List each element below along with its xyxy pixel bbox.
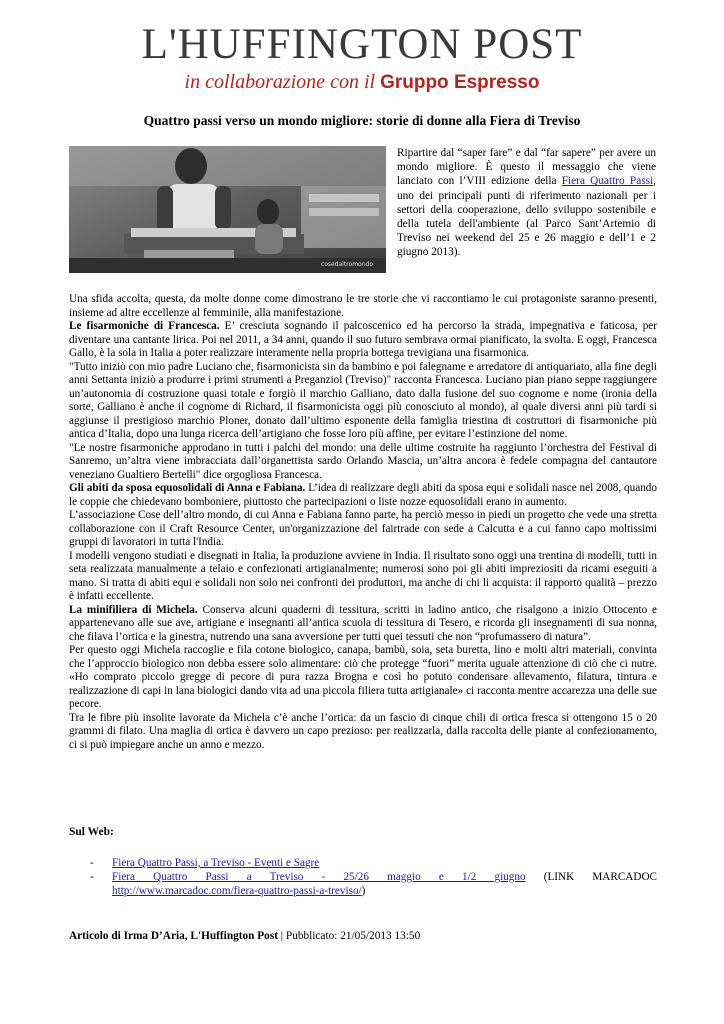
paragraph: "Tutto iniziò con mio padre Luciano che, fisarmonicista sin da bambino e poi falegname e arredatore di antiquariato, alla fine degli anni Settanta iniziò a produrre i primi strumenti a Preganziol (Treviso)" racconta Francesca. Luciano pian piano seppe raggiungere un’autonomia di costruzione quasi totale e forgiò il marchio Galliano, dato dalla fusione del suo cognome e nome (ironia della sorte, Galliano è anche il cognome di Richard, il fisarmonicista oggi più conosciuto al mondo), al quale diversi anni più tardi si aggiunse il prestigioso marchio Ploner, donato dall’ultimo esponente della famiglia triestina di costruttori di fisarmoniche più antica d’Italia, dopo una lunga ricerca dell’artigiano che fosse loro più affine, per evitare l’estinzione del nome. — [69, 360, 657, 440]
paragraph: L’associazione Cose dell’altro mondo, di cui Anna e Fabiana fanno parte, ha perciò messo in piedi un progetto che vede una stretta collaborazione con il Craft Resource Center, un'organizzazione del fairtrade con sede a Calcutta e a cui fanno capo moltissimi gruppi di lavoratori in tutta l'India. — [69, 509, 657, 548]
marcadoc-event-link[interactable]: Fiera Quattro Passi a Treviso - 25/26 maggio e 1/2 giugno — [112, 871, 526, 883]
paragraph — [69, 604, 657, 645]
list-item-text — [112, 884, 657, 898]
masthead-subtitle-italic: in collaborazione con il — [184, 71, 376, 93]
marcadoc-url-link[interactable]: http://www.marcadoc.com/fiera-quattro-passi-a-treviso/ — [112, 885, 362, 897]
paragraph-text: L’idea di realizzare degli abiti da sposa equi e solidali nasce nel 2008, quando le coppie che chiedevano bomboniere, piuttosto che partecipazioni o liste nozze equosolidali erano in aumento. — [69, 482, 657, 508]
paragraph: Per questo oggi Michela raccoglie e fila cotone biologico, canapa, bambù, soia, seta buretta, lino e molti altri materiali, convinta che l’approccio biologico non debba essere solo alimentare: ciò che protegge “fuori” merita uguale attenzione di ciò che ci nutre. «Ho comprato piccolo gregge di pecore di pura razza Brogna e così ho potuto condensare allevamento, filatura, tintura e realizzazione di capi in lana biologici dando vita ad una piccola filiera tutta artigianale» ci racconta mentre accarezza una delle sue pecore. — [69, 644, 657, 710]
paragraph — [69, 482, 657, 509]
section-heading-francesca: Le fisarmoniche di Francesca. — [69, 320, 220, 332]
section-heading-michela: La minifiliera di Michela. — [69, 603, 198, 616]
list-item-text — [112, 870, 657, 884]
link-note-close: ) — [361, 885, 366, 897]
masthead-logo: L'HUFFINGTON POST — [141, 21, 583, 68]
masthead-brand: Gruppo Espresso — [380, 72, 540, 93]
workshop-photo-illustration — [69, 146, 386, 273]
fiera-quattro-passi-link[interactable]: Fiera Quattro Passi — [561, 175, 654, 188]
intro-text-1: Ripartire dal “saper fare” e dal “far sapere” per avere un mondo migliore. È questo il messaggio che viene lanciato con l’VIII edizione della — [397, 147, 656, 188]
link-note: (LINK MARCADOC — [525, 871, 658, 883]
list-bullet: - — [90, 871, 94, 883]
masthead-subtitle — [0, 70, 724, 95]
list-bullet: - — [90, 857, 94, 869]
article-body — [69, 293, 657, 752]
intro-text-2: , uno dei principali punti di riferimento nazionali per i settori della cooperazione, dello sviluppo sostenibile e della tutela dell'ambiente (al Parco Sant’Artemio di Treviso nei weekend del 25 e 26 maggio e dell’1 e 2 giugno 2013). — [397, 175, 656, 259]
paragraph-text: Conserva alcuni quaderni di tessitura, scritti in ladino antico, che risalgono a inizio Ottocento e appartenevano alle sue ave, artigiane e insegnanti all’antica scuola di tessitura di Tesero, e ricorda gli insegnamenti di sua nonna, che filava l’ortica e la ginestra, nutrendo una sana avversione per tutti quei tessuti che non “profumassero di natura”. — [69, 603, 657, 643]
photo-credit: cosedaltromondo — [320, 261, 373, 268]
sul-web-heading: Sul Web: — [69, 826, 114, 838]
paragraph-text: E’ cresciuta sognando il palcoscenico ed ha percorso la strada, impegnativa e faticosa, per diventare una cantante lirica. Poi nel 2011, a 34 anni, quando il suo futuro sembrava ormai pianificato, la svolta. E oggi, Francesca Gallo, è la sola in Italia a poter realizzare interamente nella propria bottega trevigiana una fisarmonica. — [69, 320, 657, 359]
paragraph: Tra le fibre più insolite lavorate da Michela c’è anche l’ortica: da un fascio di cinque chili di ortica fresca si ottengono 15 o 20 grammi di filato. Una maglia di ortica è davvero un capo prezioso: per realizzarla, dalla raccolta delle piante al confezionamento, ci si può impiegare anche un anno e mezzo. — [69, 711, 657, 751]
list-item-text — [112, 856, 657, 870]
paragraph: "Le nostre fisarmoniche approdano in tutti i palchi del mondo: una delle ultime costruite ha raggiunto l’orchestra del Festival di Sanremo, un’altra viene imbracciata dall’organettista sardo Orlando Mascia, un’altra ancora è fedele compagna del cantautore veneziano Gualtiero Bertelli" dice orgogliosa Francesca. — [69, 441, 657, 481]
article-headline: Quattro passi verso un mondo migliore: storie di donne alla Fiera di Treviso — [143, 113, 581, 128]
list-item-continuation — [90, 884, 657, 898]
section-heading-anna-fabiana: Gli abiti da sposa equosolidali di Anna e Fabiana. — [69, 482, 306, 494]
footer-separator: | — [277, 930, 286, 942]
paragraph: Una sfida accolta, questa, da molte donne come dimostrano le tre storie che vi raccontiamo le cui protagoniste saranno presenti, insieme ad altre eccellenze al femminile, alla manifestazione. — [69, 293, 657, 319]
article-intro — [397, 146, 656, 260]
paragraph: I modelli vengono studiati e disegnati in Italia, la produzione avviene in India. Il risultato sono oggi una trentina di modelli, tutti in seta realizzata manualmente a telaio e confezionati artigianalmente; numerosi sono poi gli abiti impreziositi da ricami eseguiti a mano. Si tratta di abiti equi e solidali non solo nei confronti dei produttori, ma anche di chi li acquista: il rapporto qualità – prezzo è infatti eccellente. — [69, 549, 657, 602]
list-item — [90, 870, 657, 884]
eventi-sagre-link[interactable]: Fiera Quattro Passi, a Treviso - Eventi e Sagre — [112, 857, 320, 869]
paragraph — [69, 320, 657, 361]
publish-date: Pubblicato: 21/05/2013 13:50 — [285, 930, 421, 942]
sul-web-links — [90, 856, 657, 898]
list-item — [90, 856, 657, 870]
article-photo — [69, 146, 386, 273]
masthead — [0, 22, 724, 95]
article-footer — [69, 930, 420, 942]
byline: Articolo di Irma D’Aria, L'Huffington Post — [69, 930, 278, 942]
